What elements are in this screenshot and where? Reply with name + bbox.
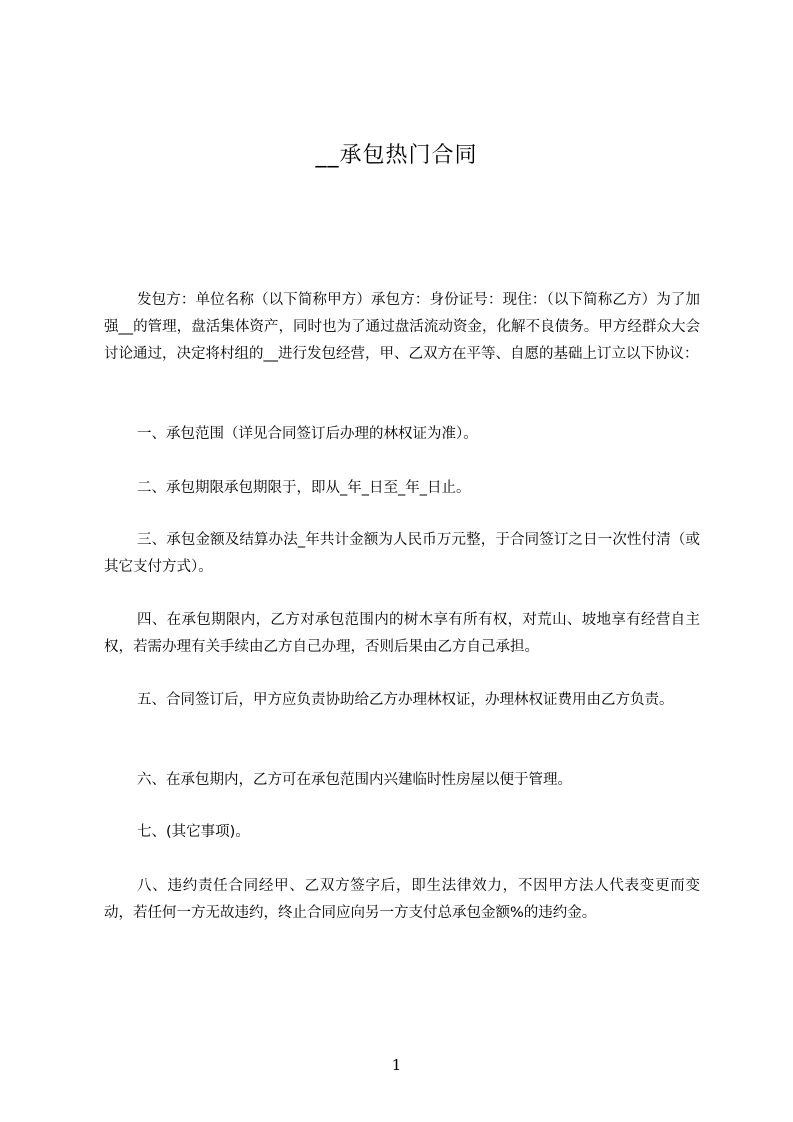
clause-7-paragraph: 七、(其它事项)。 (137, 824, 250, 840)
clause-8-paragraph: 八、违约责任合同经甲、乙双方签字后，即生法律效力，不因甲方法人代表变更而变动，若任何一方无故违约，终止合同应向另一方支付总承包金额%的违约金。 (104, 878, 700, 921)
clause-3-paragraph: 三、承包金额及结算办法_年共计金额为人民币万元整，于合同签订之日一次性付清（或其它支付方式）。 (104, 532, 700, 575)
clause-6-paragraph: 六、在承包期内，乙方可在承包范围内兴建临时性房屋以便于管理。 (137, 772, 572, 788)
clause-4-paragraph: 四、在承包期限内，乙方对承包范围内的树木享有所有权，对荒山、坡地享有经营自主权，若需办理有关手续由乙方自己办理，否则后果由乙方自己承担。 (104, 612, 700, 655)
document-title: __承包热门合同 (315, 143, 478, 168)
clause-1-paragraph: 一、承包范围（详见合同签订后办理的林权证为准）。 (137, 426, 478, 442)
clause-5-paragraph: 五、合同签订后，甲方应负责协助给乙方办理林权证，办理林权证费用由乙方负责。 (137, 692, 674, 708)
clause-2-paragraph: 二、承包期限承包期限于，即从_年_日至_年_日止。 (137, 480, 471, 496)
preamble-paragraph: 发包方：单位名称（以下简称甲方）承包方：身份证号：现住：（以下简称乙方）为了加强__的管理，盘活集体资产，同时也为了通过盘活流动资金，化解不良债务。甲方经群众大会讨论通过，决定将村组的__进行发包经营，甲、乙双方在平等、自愿的基础上订立以下协议： (104, 292, 700, 362)
page-number: 1 (391, 1056, 402, 1074)
